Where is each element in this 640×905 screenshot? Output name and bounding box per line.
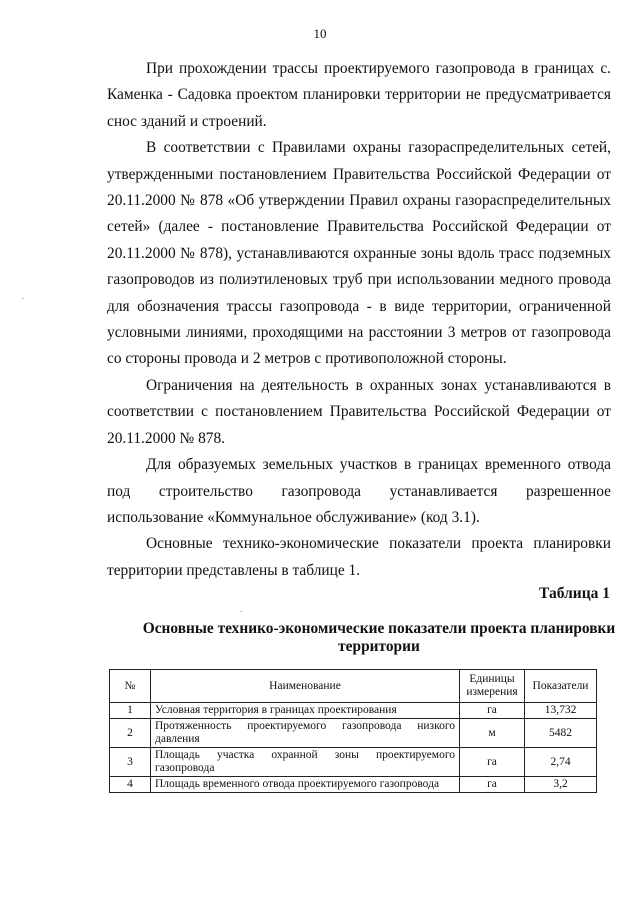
paragraph: Для образуемых земельных участков в границах временного отвода под строительство газопровода устанавливается разрешенное использование «Коммунальное обслуживание» (код 3.1). — [107, 456, 611, 526]
row-unit: м — [460, 719, 525, 748]
row-name: Площадь участка охранной зоны проектируемого газопровода — [151, 748, 460, 777]
table-header-row — [110, 670, 597, 703]
row-num: 4 — [110, 777, 151, 793]
table-row — [110, 719, 597, 748]
row-name: Площадь временного отвода проектируемого газопровода — [151, 777, 460, 793]
row-name: Протяженность проектируемого газопровода низкого давления — [151, 719, 460, 748]
row-value: 13,732 — [525, 703, 597, 719]
paragraph: В соответствии с Правилами охраны газораспределительных сетей, утвержденными постановлением Правительства Российской Федерации от 20.11.2000 № 878 «Об утверждении Правил охраны газораспределительных сетей» (далее - постановление Правительства Российской Федерации от 20.11.2000 № 878), устанавливаются охранные зоны вдоль трасс подземных газопроводов из полиэтиленовых труб при использовании медного провода для обозначения трассы газопровода - в виде территории, ограниченной условными линиями, проходящими на расстоянии 3 метров от газопровода со стороны провода и 2 метров с противоположной стороны. — [107, 139, 611, 368]
scan-speck — [240, 611, 242, 612]
body-text — [107, 56, 611, 584]
paragraph: Основные технико-экономические показатели проекта планировки территории представлены в таблице 1. — [107, 535, 611, 579]
row-unit: га — [460, 748, 525, 777]
row-num: 1 — [110, 703, 151, 719]
paragraph: Ограничения на деятельность в охранных зонах устанавливаются в соответствии с постановлением Правительства Российской Федерации от 20.11.2000 № 878. — [107, 376, 611, 447]
table-row — [110, 777, 597, 793]
header-num: № — [110, 670, 151, 703]
row-num: 3 — [110, 748, 151, 777]
table-caption: Таблица 1 — [539, 585, 610, 602]
header-unit: Единицы измерения — [460, 670, 525, 703]
header-value: Показатели — [525, 670, 597, 703]
row-value: 3,2 — [525, 777, 597, 793]
row-value: 2,74 — [525, 748, 597, 777]
row-name: Условная территория в границах проектирования — [151, 703, 460, 719]
row-value: 5482 — [525, 719, 597, 748]
table-row — [110, 703, 597, 719]
row-num: 2 — [110, 719, 151, 748]
page-number: 10 — [313, 26, 327, 41]
header-name: Наименование — [151, 670, 460, 703]
table-row — [110, 748, 597, 777]
row-unit: га — [460, 703, 525, 719]
paragraph: При прохождении трассы проектируемого газопровода в границах с. Каменка - Садовка проектом планировки территории не предусматривается снос зданий и строений. — [107, 60, 611, 130]
row-unit: га — [460, 777, 525, 793]
indicators-table — [109, 669, 597, 793]
scan-speck — [22, 298, 24, 299]
table-title: Основные технико-экономические показатели проекта планировки территории — [142, 620, 616, 655]
